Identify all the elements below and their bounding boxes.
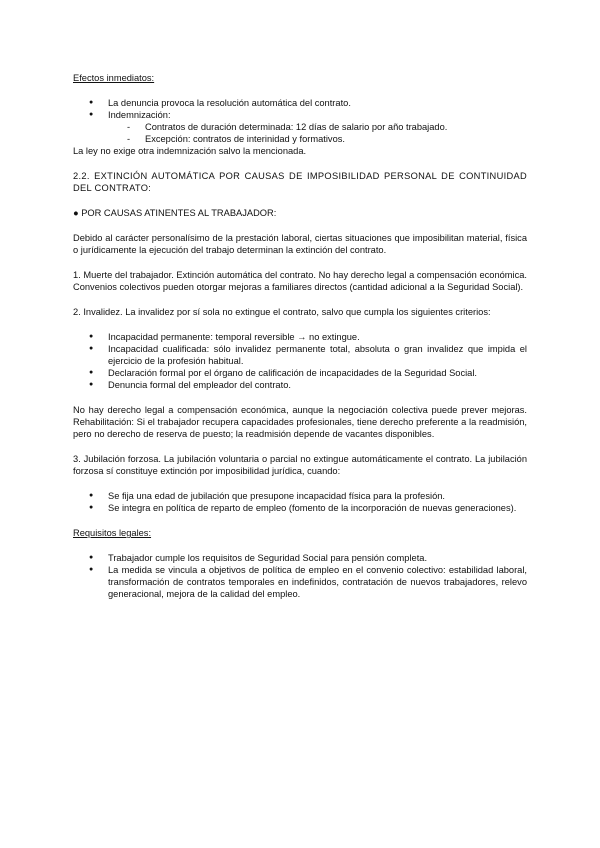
invalidez-paragraph: 2. Invalidez. La invalidez por sí sola no extingue el contrato, salvo que cumpla los siguientes criterios: [73, 307, 491, 317]
indemnizacion-sublist [73, 121, 527, 145]
section-title: 2.2. EXTINCIÓN AUTOMÁTICA POR CAUSAS DE IMPOSIBILIDAD PERSONAL DE CONTINUIDAD DEL CONTRATO: [73, 171, 527, 193]
jubilacion-list [73, 490, 527, 514]
requisitos-list [73, 552, 527, 600]
efectos-list [73, 97, 527, 121]
list-item: ● Incapacidad permanente: temporal reversible → no extingue. [73, 331, 527, 343]
list-item: ● Se integra en política de reparto de empleo (fomento de la incorporación de nuevas generaciones). [73, 502, 527, 514]
section-intro: Debido al carácter personalísimo de la prestación laboral, ciertas situaciones que imposibilitan material, física o jurídicamente la ejecución del trabajo determinan la extinción del contrato. [73, 233, 527, 255]
invalidez-list [73, 331, 527, 391]
invalidez-note: No hay derecho legal a compensación económica, aunque la negociación colectiva puede prever mejoras. Rehabilitación: Si el trabajador recupera capacidades profesionales, tiene derecho preferente a la readmisión, pero no derecho de reserva de puesto; la readmisión depende de vacantes disponibles. [73, 405, 527, 439]
efectos-heading: Efectos inmediatos: [73, 73, 155, 83]
list-item: ● Se fija una edad de jubilación que presupone incapacidad física para la profesión. [73, 490, 527, 502]
indemnizacion-label: Indemnización: [108, 110, 171, 120]
sublist-item: - Contratos de duración determinada: 12 días de salario por año trabajado. [73, 121, 527, 133]
list-item: ● La denuncia provoca la resolución automática del contrato. [73, 97, 527, 109]
document-content [73, 72, 527, 600]
muerte-paragraph: 1. Muerte del trabajador. Extinción automática del contrato. No hay derecho legal a compensación económica. Convenios colectivos pueden otorgar mejoras a familiares directos (cantidad adicional a la Seguridad Social). [73, 270, 527, 292]
list-item: ● Incapacidad cualificada: sólo invalidez permanente total, absoluta o gran invalidez que impida el ejercicio de la profesión habitual. [73, 343, 527, 367]
section-subtitle: ● POR CAUSAS ATINENTES AL TRABAJADOR: [73, 208, 277, 218]
list-item [73, 109, 527, 121]
sublist-item: - Excepción: contratos de interinidad y formativos. [73, 133, 527, 145]
requisitos-heading: Requisitos legales: [73, 528, 152, 538]
efectos-closing: La ley no exige otra indemnización salvo la mencionada. [73, 146, 307, 156]
list-item: ● Declaración formal por el órgano de calificación de incapacidades de la Seguridad Social. [73, 367, 527, 379]
list-item: ● La medida se vincula a objetivos de política de empleo en el convenio colectivo: estabilidad laboral, transformación de contratos temporales en indefinidos, contratación de nuevos trabajadores, relevo generacional, mejora de la calidad del empleo. [73, 564, 527, 600]
list-item: ● Trabajador cumple los requisitos de Seguridad Social para pensión completa. [73, 552, 527, 564]
jubilacion-paragraph: 3. Jubilación forzosa. La jubilación voluntaria o parcial no extingue automáticamente el contrato. La jubilación forzosa sí constituye extinción por imposibilidad jurídica, cuando: [73, 454, 527, 476]
list-item: ● Denuncia formal del empleador del contrato. [73, 379, 527, 391]
